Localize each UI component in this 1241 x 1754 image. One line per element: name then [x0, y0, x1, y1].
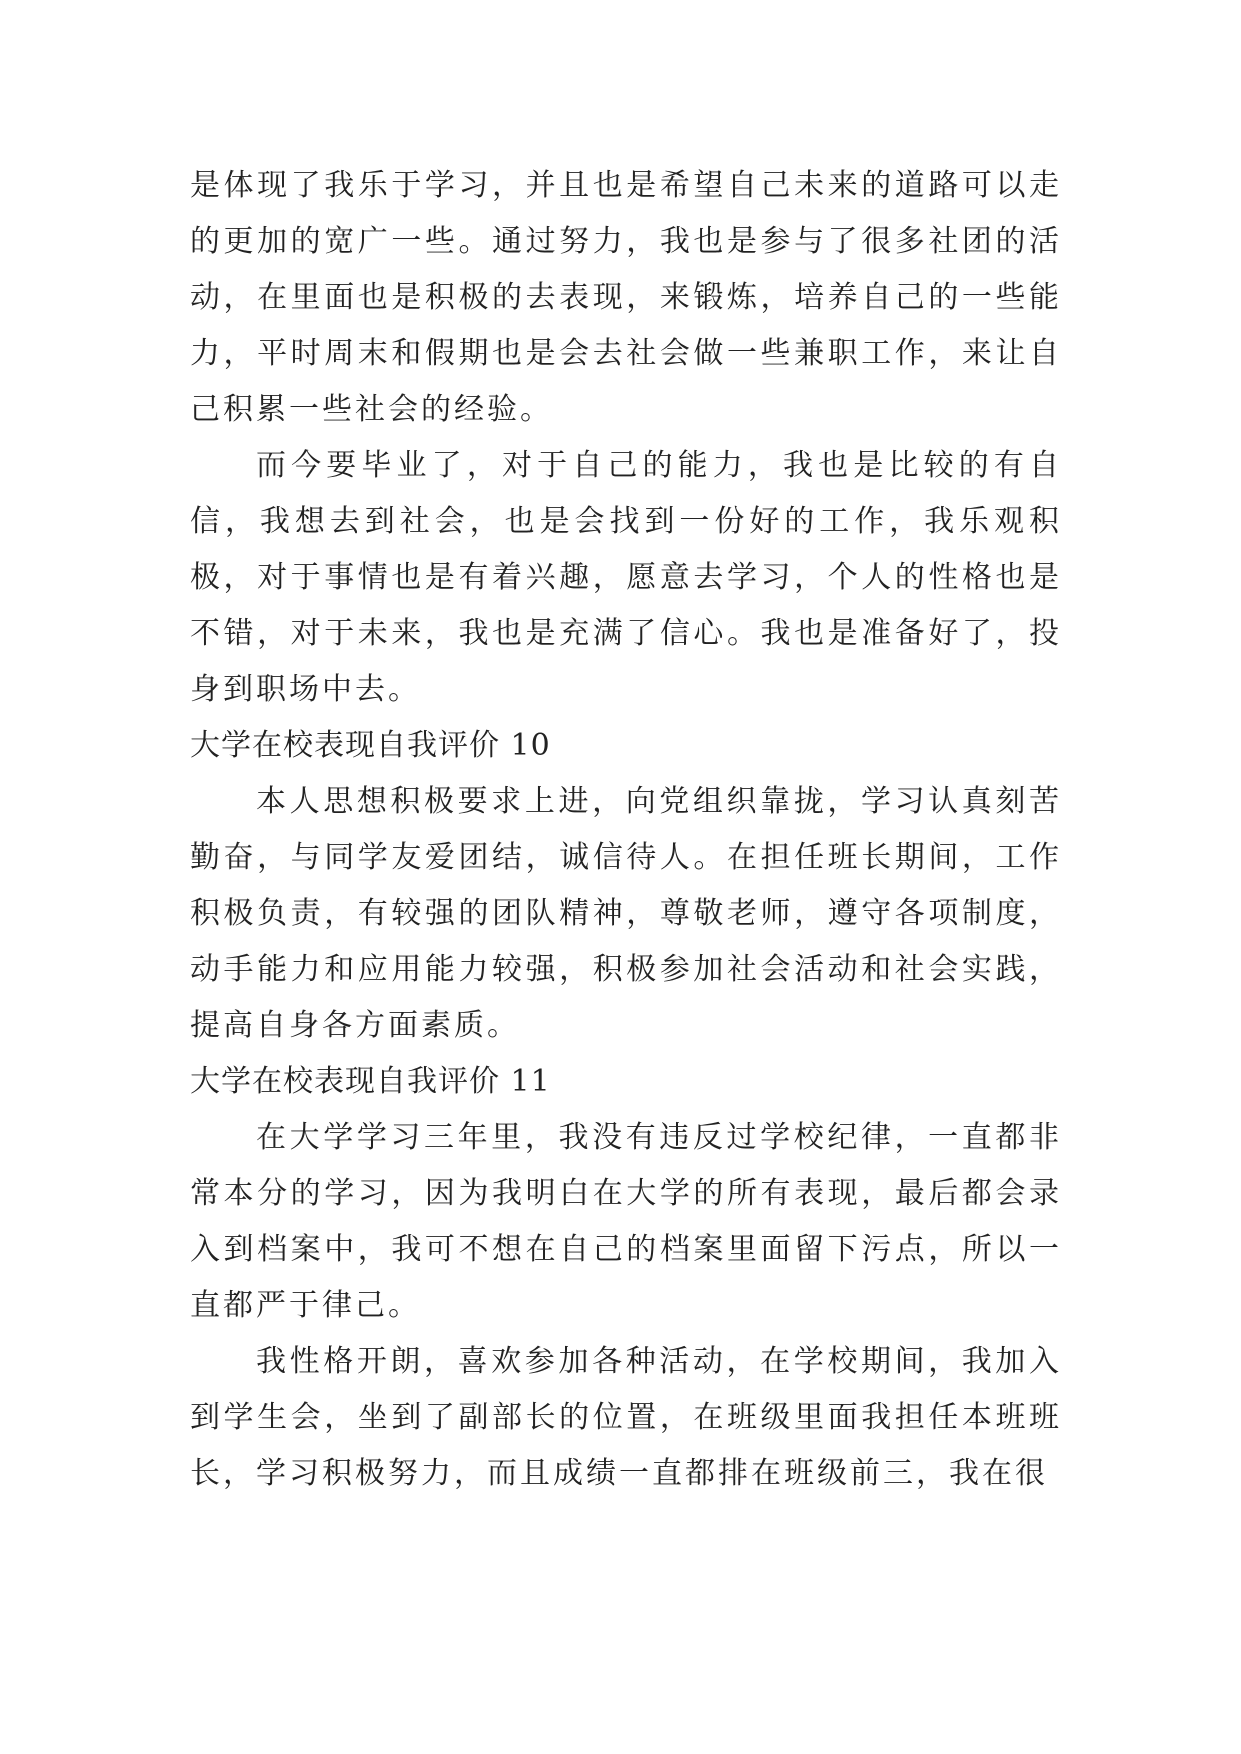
paragraph-evaluation-10: 本人思想积极要求上进，向党组织靠拢，学习认真刻苦勤奋，与同学友爱团结，诚信待人。在担任班长期间，工作积极负责，有较强的团队精神，尊敬老师，遵守各项制度，动手能力和应用能力较强，积极参加社会活动和社会实践，提高自身各方面素质。	[190, 784, 1062, 1043]
paragraph-graduation: 而今要毕业了，对于自己的能力，我也是比较的有自信，我想去到社会，也是会找到一份好的工作，我乐观积极，对于事情也是有着兴趣，愿意去学习，个人的性格也是不错，对于未来，我也是充满了信心。我也是准备好了，投身到职场中去。	[190, 448, 1062, 707]
paragraph-discipline: 在大学学习三年里，我没有违反过学校纪律，一直都非常本分的学习，因为我明白在大学的所有表现，最后都会录入到档案中，我可不想在自己的档案里面留下污点，所以一直都严于律己。	[190, 1120, 1062, 1323]
paragraph-continued: 是体现了我乐于学习，并且也是希望自己未来的道路可以走的更加的宽广一些。通过努力，我也是参与了很多社团的活动，在里面也是积极的去表现，来锻炼，培养自己的一些能力，平时周末和假期也是会去社会做一些兼职工作，来让自己积累一些社会的经验。	[190, 168, 1062, 427]
section-heading-10: 大学在校表现自我评价 10	[190, 728, 551, 763]
document-body	[190, 158, 1062, 1502]
section-heading-11: 大学在校表现自我评价 11	[190, 1064, 551, 1099]
paragraph-personality: 我性格开朗，喜欢参加各种活动，在学校期间，我加入到学生会，坐到了副部长的位置，在班级里面我担任本班班长，学习积极努力，而且成绩一直都排在班级前三，我在很	[190, 1344, 1062, 1491]
